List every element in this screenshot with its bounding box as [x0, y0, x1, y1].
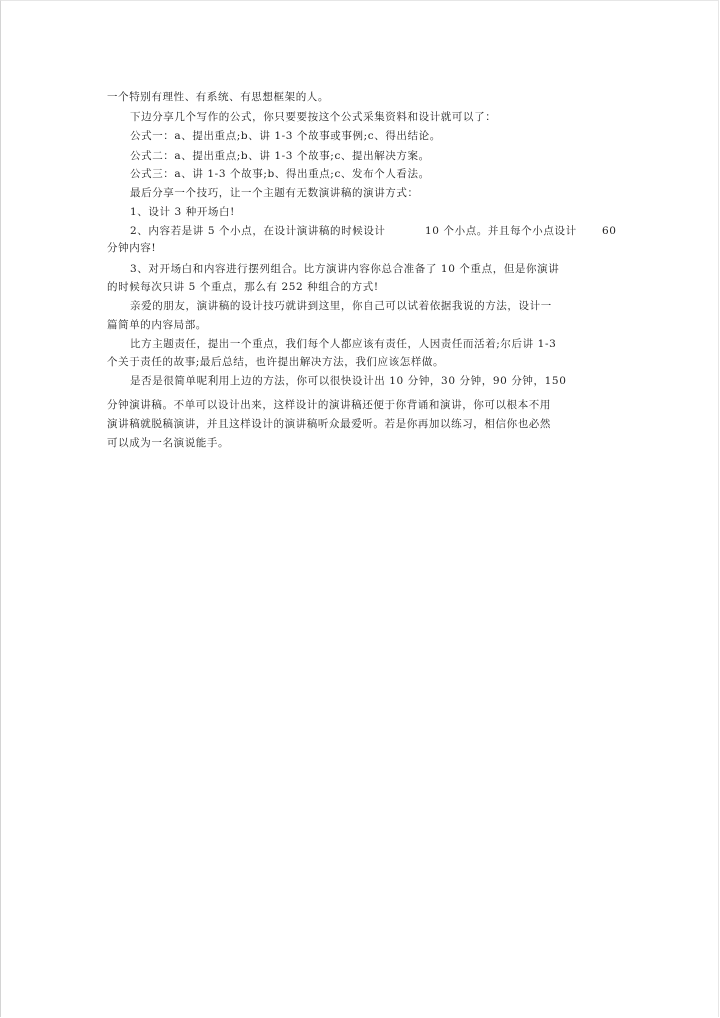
text-line: 下边分享几个写作的公式，你只要要按这个公式采集资料和设计就可以了： — [130, 111, 497, 123]
text-line: 公式一：a、提出重点;b、讲 1-3 个故事或事例;c、得出结论。 — [130, 130, 441, 142]
text-line: 篇简单的内容局部。 — [107, 319, 207, 331]
text-line: 分钟演讲稿。不单可以设计出来，这样设计的演讲稿还便于你背诵和演讲，你可以根本不用 — [107, 399, 551, 411]
text-line: 演讲稿就脱稿演讲，并且这样设计的演讲稿听众最爱听。若是你再加以练习，相信你也必然 — [107, 418, 551, 430]
text-line: 可以成为一名演说能手。 — [107, 437, 230, 449]
text-line: 3、对开场白和内容进行摆列组合。比方演讲内容你总合准备了 10 个重点，但是你演讲 — [130, 263, 560, 275]
text-line: 比方主题责任，提出一个重点，我们每个人都应该有责任，人因责任而活着;尔后讲 1-3 — [130, 338, 557, 350]
text-line: 亲爱的朋友，演讲稿的设计技巧就讲到这里，你自己可以试着依据我说的方法，设计一 — [130, 300, 552, 312]
text-line-segment: 60 — [602, 225, 617, 237]
text-line: 是否是很简单呢利用上边的方法，你可以很快设计出 10 分钟，30 分钟，90 分钟，150 — [130, 375, 567, 387]
text-line: 分钟内容! — [107, 242, 157, 254]
text-line: 公式二：a、提出重点;b、讲 1-3 个故事;c、提出解决方案。 — [130, 150, 430, 162]
text-line-segment: 2、内容若是讲 5 个小点，在设计演讲稿的时候设计 — [130, 225, 386, 237]
text-line-segment: 10 个小点。并且每个小点设计 — [425, 225, 577, 237]
text-line: 的时候每次只讲 5 个重点，那么有 252 种组合的方式! — [107, 281, 379, 293]
text-line: 一个特别有理性、有系统、有思想框架的人。 — [107, 91, 329, 103]
text-line: 个关于责任的故事;最后总结，也许提出解决方法，我们应该怎样做。 — [107, 356, 445, 368]
text-line: 公式三：a、讲 1-3 个故事;b、得出重点;c、发布个人看法。 — [130, 168, 430, 180]
text-line: 1、设计 3 种开场白! — [130, 206, 235, 218]
text-line: 最后分享一个技巧，让一个主题有无数演讲稿的演讲方式： — [130, 187, 419, 199]
